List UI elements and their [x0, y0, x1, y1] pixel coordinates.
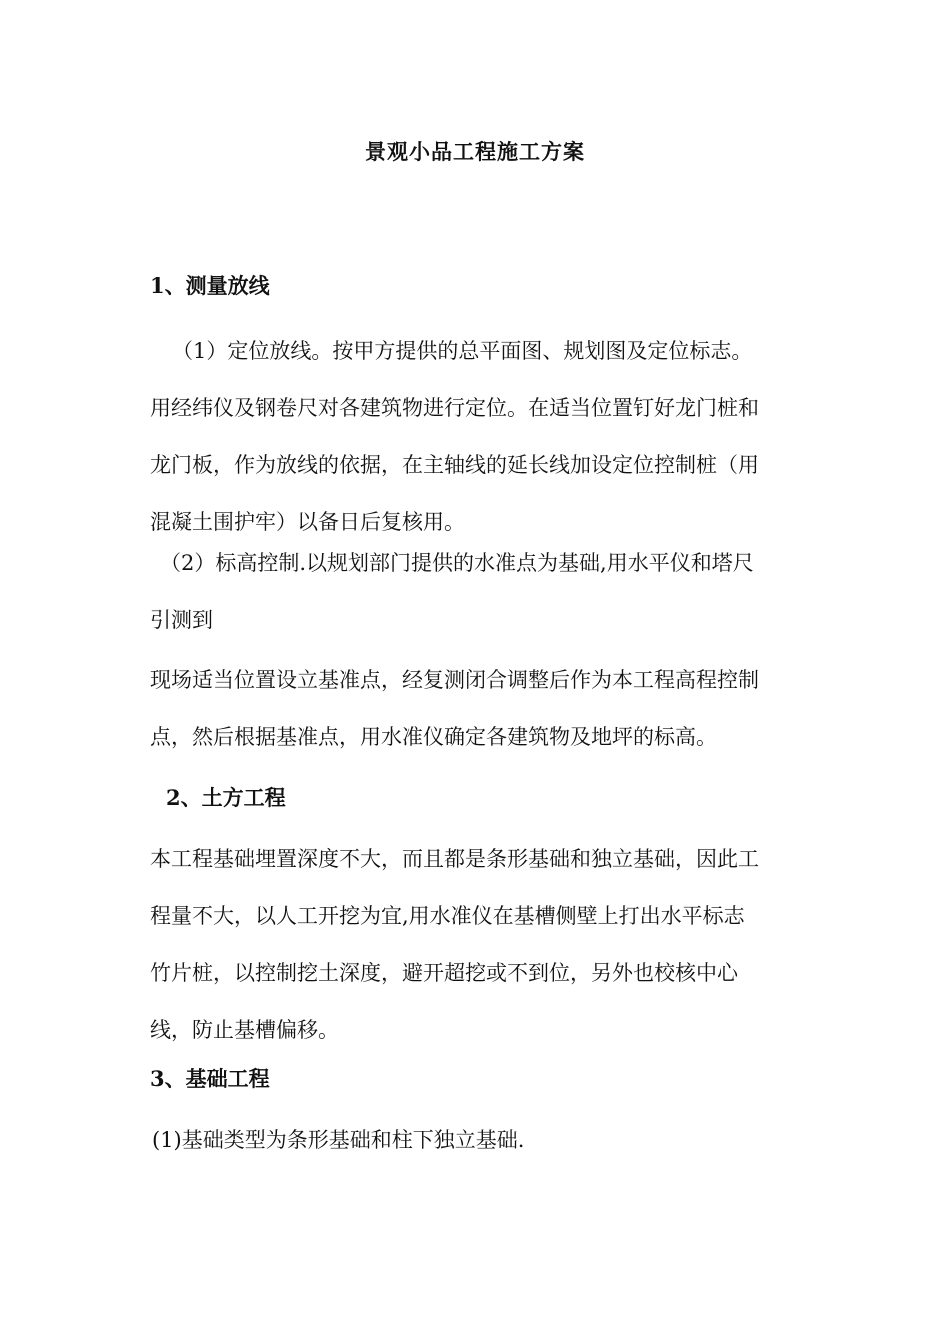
paragraph-line: 线，防止基槽偏移。: [150, 1018, 339, 1042]
paragraph-line: 用经纬仪及钢卷尺对各建筑物进行定位。在适当位置钉好龙门桩和: [150, 396, 759, 420]
paragraph-line: 程量不大，以人工开挖为宜,用水准仪在基槽侧壁上打出水平标志: [150, 904, 745, 928]
section-heading-3: 3、基础工程: [150, 1066, 270, 1091]
paragraph-line: 点，然后根据基准点，用水准仪确定各建筑物及地坪的标高。: [150, 725, 717, 749]
paragraph-elevation-control: [150, 535, 810, 649]
paragraph-line: 现场适当位置设立基准点，经复测闭合调整后作为本工程高程控制: [150, 668, 759, 692]
paragraph-line: (1)基础类型为条形基础和柱下独立基础.: [152, 1128, 525, 1152]
paragraph-earthwork: [150, 831, 810, 1059]
section-heading-2: 2、土方工程: [166, 785, 286, 810]
paragraph-line: 本工程基础埋置深度不大，而且都是条形基础和独立基础，因此工: [150, 847, 759, 871]
paragraph-positioning: [150, 323, 810, 551]
paragraph-benchmark: [150, 652, 810, 766]
paragraph-line: 龙门板，作为放线的依据，在主轴线的延长线加设定位控制桩（用: [150, 453, 759, 477]
paragraph-line: 引测到: [150, 608, 213, 632]
paragraph-line: （2）标高控制.以规划部门提供的水准点为基础,用水平仪和塔尺: [160, 551, 754, 575]
paragraph-line: （1）定位放线。按甲方提供的总平面图、规划图及定位标志。: [172, 339, 753, 363]
paragraph-foundation-type: [150, 1112, 810, 1169]
paragraph-line: 竹片桩，以控制挖土深度，避开超挖或不到位，另外也校核中心: [150, 961, 738, 985]
section-heading-1: 1、测量放线: [150, 273, 270, 298]
document-title: 景观小品工程施工方案: [365, 139, 585, 164]
paragraph-line: 混凝土围护牢）以备日后复核用。: [150, 510, 465, 534]
